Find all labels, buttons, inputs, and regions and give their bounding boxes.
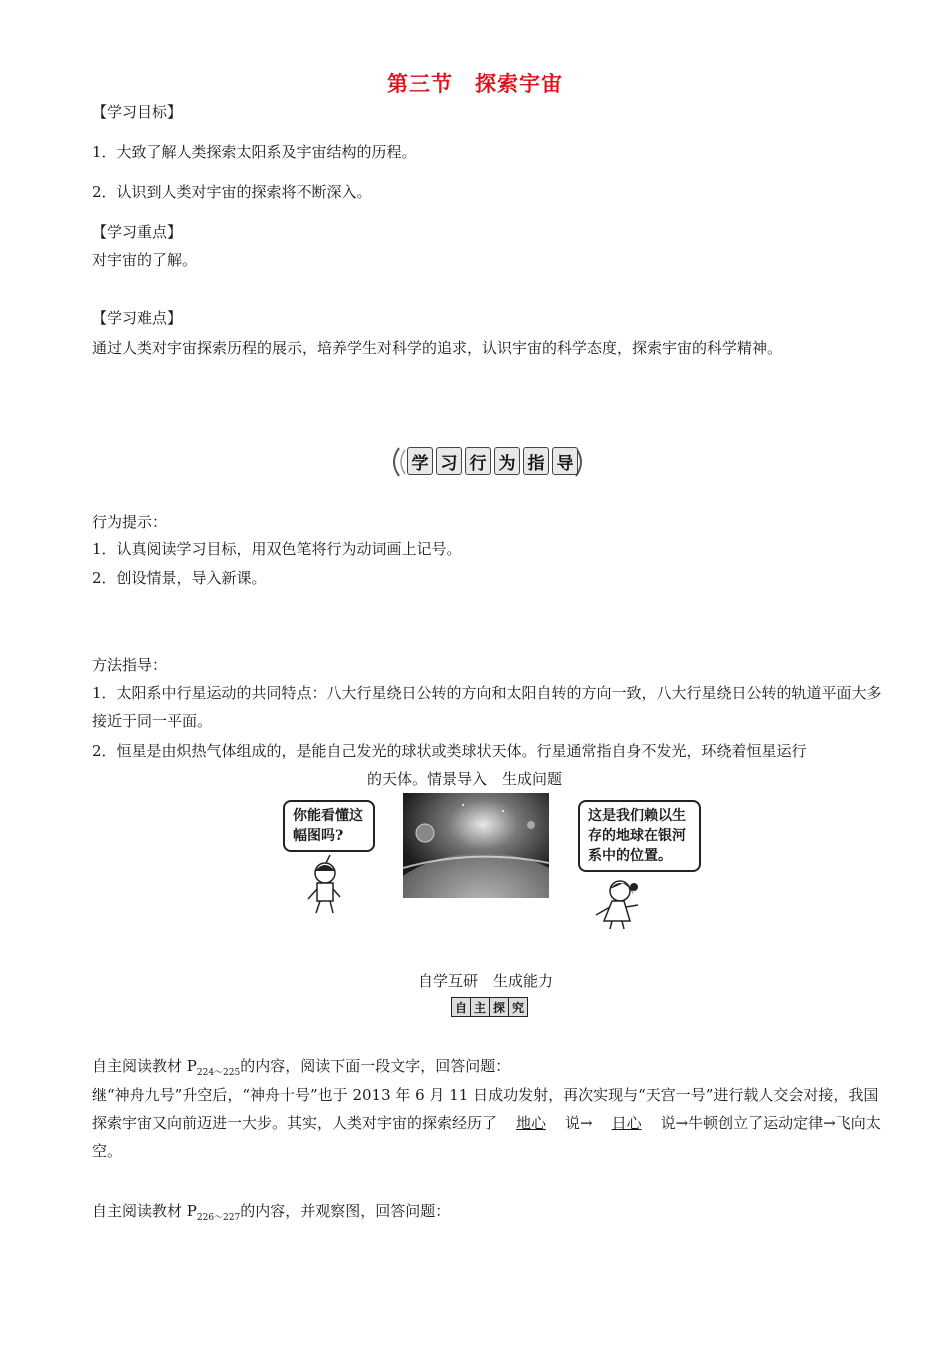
goals-heading: 【学习目标】 xyxy=(92,103,183,121)
self-explore-badge xyxy=(451,997,528,1017)
passage xyxy=(92,1081,892,1165)
page-title: 第三节 探索宇宙 xyxy=(387,71,563,96)
right-speech-bubble: 这是我们赖以生存的地球在银河系中的位置。 xyxy=(578,800,701,872)
read1-suffix: 的内容，阅读下面一段文字，回答问题： xyxy=(240,1057,511,1075)
behavior-item: 2．创设情景，导入新课。 xyxy=(92,569,267,587)
method-item-2a: 2．恒星是由炽热气体组成的，是能自己发光的球状或类球状天体。行星通常指自身不发光，环绕着恒星运行 xyxy=(92,742,807,760)
passage-text-a: 继“神舟九号”升空后，“神舟十号”也于 2013 年 6 月 11 日成功发射，再次实现与“天宫一号”进行载人交会对接，我国探索宇宙又向前迈进一大步。其实，人类对宇宙的探索经历了 xyxy=(92,1086,879,1132)
focus-text: 对宇宙的了解。 xyxy=(92,251,198,269)
method-item-2b: 的天体。情景导入 生成问题 xyxy=(367,770,563,788)
passage-text-c: 说→牛顿创立了运动定律→飞向太空。 xyxy=(92,1114,881,1160)
method-heading: 方法指导： xyxy=(92,656,168,674)
passage-text-b: 说→ xyxy=(565,1114,593,1132)
section-banner xyxy=(385,444,590,480)
banner-char: 行 xyxy=(465,447,491,475)
difficulty-text: 通过人类对宇宙探索历程的展示，培养学生对科学的追求，认识宇宙的科学态度，探索宇宙的科学精神。 xyxy=(92,339,783,357)
read2-suffix: 的内容，并观察图，回答问题： xyxy=(240,1202,451,1220)
read-instruction-1 xyxy=(92,1055,510,1078)
answer-blank-2: 日心 xyxy=(611,1114,642,1132)
behavior-heading: 行为提示： xyxy=(92,513,168,531)
behavior-item: 1．认真阅读学习目标，用双色笔将行为动词画上记号。 xyxy=(92,540,462,558)
banner-char: 导 xyxy=(552,447,578,475)
read1-pages: 224～225 xyxy=(196,1068,241,1078)
method-item-1 xyxy=(92,679,892,735)
focus-heading: 【学习重点】 xyxy=(92,223,183,241)
read-instruction-2 xyxy=(92,1200,450,1223)
badge-char: 探 xyxy=(490,998,509,1016)
goal-item: 1．大致了解人类探索太阳系及宇宙结构的历程。 xyxy=(92,143,417,161)
read2-pages: 226～227 xyxy=(196,1213,241,1223)
girl-figure xyxy=(590,875,650,930)
earth-in-space-image xyxy=(403,793,549,898)
method-item-1-text: 1．太阳系中行星运动的共同特点：八大行星绕日公转的方向和太阳自转的方向一致，八大行星绕日公转的轨道平面大多接近于同一平面。 xyxy=(92,684,882,730)
read2-prefix: 自主阅读教材 P xyxy=(92,1202,197,1220)
banner-char: 为 xyxy=(494,447,520,475)
read1-prefix: 自主阅读教材 P xyxy=(92,1057,197,1075)
badge-char: 主 xyxy=(471,998,490,1016)
boy-figure xyxy=(300,855,350,915)
banner-char: 学 xyxy=(407,447,433,475)
badge-char: 自 xyxy=(452,998,471,1016)
badge-char: 究 xyxy=(509,998,527,1016)
self-study-heading: 自学互研 生成能力 xyxy=(418,972,554,990)
banner-char: 指 xyxy=(523,447,549,475)
goal-item: 2．认识到人类对宇宙的探索将不断深入。 xyxy=(92,183,372,201)
banner-char: 习 xyxy=(436,447,462,475)
difficulty-heading: 【学习难点】 xyxy=(92,309,183,327)
answer-blank-1: 地心 xyxy=(516,1114,547,1132)
left-speech-bubble: 你能看懂这幅图吗? xyxy=(283,800,375,852)
